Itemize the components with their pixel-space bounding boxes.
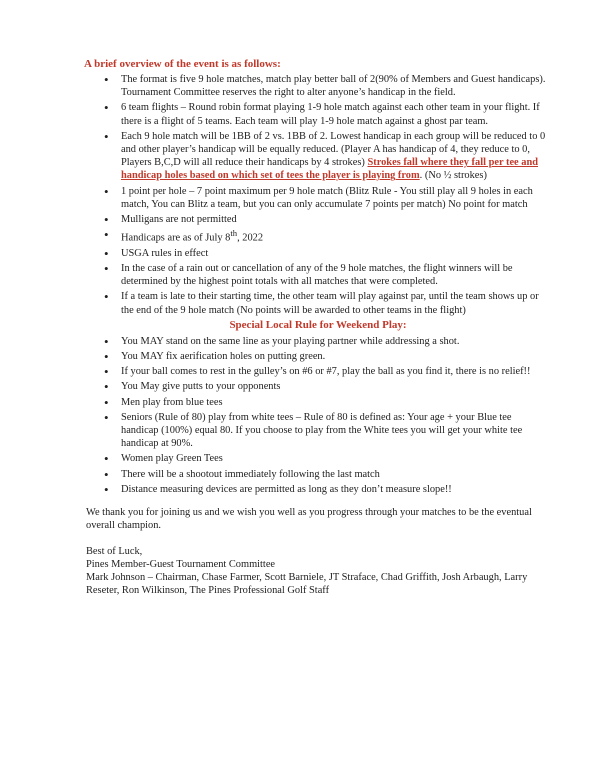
list-item: • Distance measuring devices are permitted as long as they don’t measure slope!! [121, 483, 550, 496]
thank-you-text: We thank you for joining us and we wish you well as you progress through your matches to be the eventual overall champion. [86, 507, 532, 532]
local-rules-list [86, 335, 550, 496]
list-item: • 1 point per hole – 7 point maximum per 9 hole match (Blitz Rule - You still play all 9 holes in each match, You can Blitz a team, but you can only accumulate 7 points per match) No point for match [121, 185, 550, 211]
handicap-date-prefix: Handicaps are as of July 8 [121, 232, 231, 244]
handicap-rule-text: Each 9 hole match will be 1BB of 2 vs. 1BB of 2. Lowest handicap in each group will be reduced to 0 and other player’s handicap will be equally reduced. (Player A has handicap of 4, they reduce to 0, Players B,C,D will all reduce their handicaps by 4 strokes) [121, 130, 546, 169]
sign-off: Best of Luck, [86, 545, 143, 557]
closing-paragraph [86, 506, 550, 532]
committee-members: Mark Johnson – Chairman, Chase Farmer, Scott Barniele, JT Straface, Chad Griffith, Josh Arbaugh, Larry Reseter, Ron Wilkinson, The Pines Professional Golf Staff [86, 571, 528, 597]
list-item [121, 228, 550, 245]
half-strokes-note: . (No ½ strokes) [419, 170, 487, 182]
handicap-date-suffix: , 2022 [237, 232, 264, 244]
list-item: • USGA rules in effect [121, 247, 550, 260]
tee-strokes-note: Strokes fall where they fall per tee and handicap holes based on which set of tees the player is playing from [121, 157, 539, 182]
overview-heading: A brief overview of the event is as follows: [84, 58, 281, 70]
list-item: • The format is five 9 hole matches, match play better ball of 2(90% of Members and Guest handicaps). Tournament Committee reserves the right to alter anyone’s handicap in the field. [121, 73, 550, 99]
list-item: • There will be a shootout immediately following the last match [121, 468, 550, 481]
signature-block [86, 545, 550, 598]
list-item: • You May give putts to your opponents [121, 380, 550, 393]
committee-name: Pines Member-Guest Tournament Committee [86, 558, 276, 570]
list-item: • You MAY fix aerification holes on putting green. [121, 350, 550, 363]
list-item: • 6 team flights – Round robin format playing 1-9 hole match against each other team in your flight. If there is a flight of 5 teams. Each team will play 1-9 hole match against a ghost par team. [121, 101, 550, 127]
list-item: • If a team is late to their starting time, the other team will play against par, until the team shows up or the end of the 9 hole match (No points will be awarded to other teams in the flight) [121, 290, 550, 316]
ordinal-suffix: th [230, 228, 238, 239]
overview-list [86, 73, 550, 317]
list-item [121, 130, 550, 183]
list-item: • In the case of a rain out or cancellation of any of the 9 hole matches, the flight winners will be determined by the highest point totals with all matches that were completed. [121, 262, 550, 288]
local-rule-heading: Special Local Rule for Weekend Play: [229, 318, 407, 331]
list-item: • Mulligans are not permitted [121, 213, 550, 226]
list-item: • You MAY stand on the same line as your playing partner while addressing a shot. [121, 335, 550, 348]
list-item: • If your ball comes to rest in the gulley’s on #6 or #7, play the ball as you find it, there is no relief!! [121, 365, 550, 378]
list-item: • Seniors (Rule of 80) play from white tees – Rule of 80 is defined as: Your age + your Blue tee handicap (100%) equal 80. If you choose to play from the White tees you will get your white tee handicap at 90%. [121, 411, 550, 451]
list-item: • Women play Green Tees [121, 452, 550, 465]
list-item: • Men play from blue tees [121, 396, 550, 409]
